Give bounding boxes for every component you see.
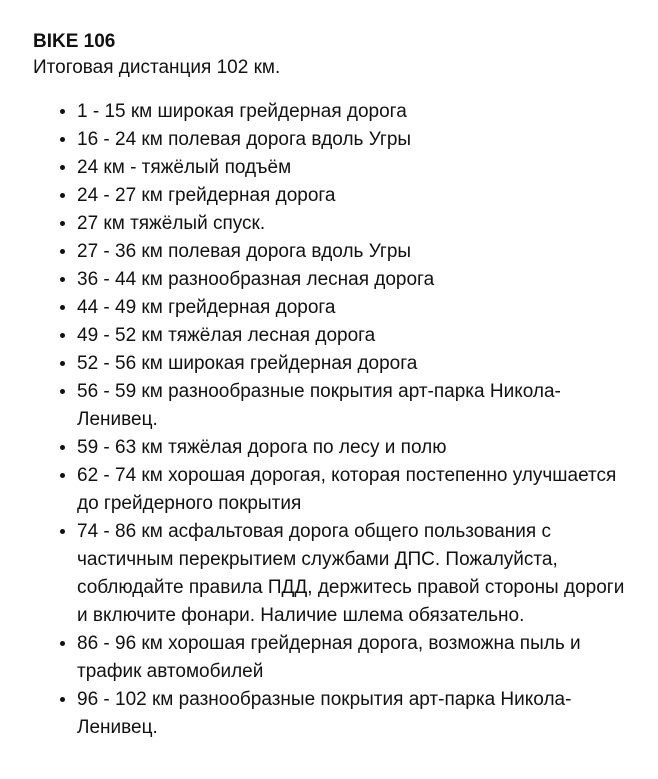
list-item: • 59 - 63 км тяжёлая дорога по лесу и полю <box>77 434 633 462</box>
list-item: • 16 - 24 км полевая дорога вдоль Угры <box>77 126 633 154</box>
list-item: • 27 - 36 км полевая дорога вдоль Угры <box>77 238 633 266</box>
list-item: • 27 км тяжёлый спуск. <box>77 210 633 238</box>
list-item: • 36 - 44 км разнообразная лесная дорога <box>77 266 633 294</box>
list-item: • 1 - 15 км широкая грейдерная дорога <box>77 98 633 126</box>
list-item: • 24 - 27 км грейдерная дорога <box>77 182 633 210</box>
list-item: • 96 - 102 км разнообразные покрытия арт-парка Никола-Ленивец. <box>77 686 633 742</box>
list-item: • 44 - 49 км грейдерная дорога <box>77 294 633 322</box>
route-segments-list <box>33 98 633 742</box>
page-title: BIKE 106 <box>33 31 116 52</box>
list-item: • 24 км - тяжёлый подъём <box>77 154 633 182</box>
list-item: • 56 - 59 км разнообразные покрытия арт-парка Никола-Ленивец. <box>77 378 633 434</box>
list-item: • 62 - 74 км хорошая дорогая, которая постепенно улучшается до грейдерного покрытия <box>77 462 633 518</box>
list-item: • 74 - 86 км асфальтовая дорога общего пользования с частичным перекрытием службами ДПС. Пожалуйста, соблюдайте правила ПДД, держитесь правой стороны дороги и включите фонари. Наличие шлема обязательно. <box>77 518 633 630</box>
total-distance: Итоговая дистанция 102 км. <box>33 57 281 78</box>
list-item: • 49 - 52 км тяжёлая лесная дорога <box>77 322 633 350</box>
list-item: • 86 - 96 км хорошая грейдерная дорога, возможна пыль и трафик автомобилей <box>77 630 633 686</box>
list-item: • 52 - 56 км широкая грейдерная дорога <box>77 350 633 378</box>
